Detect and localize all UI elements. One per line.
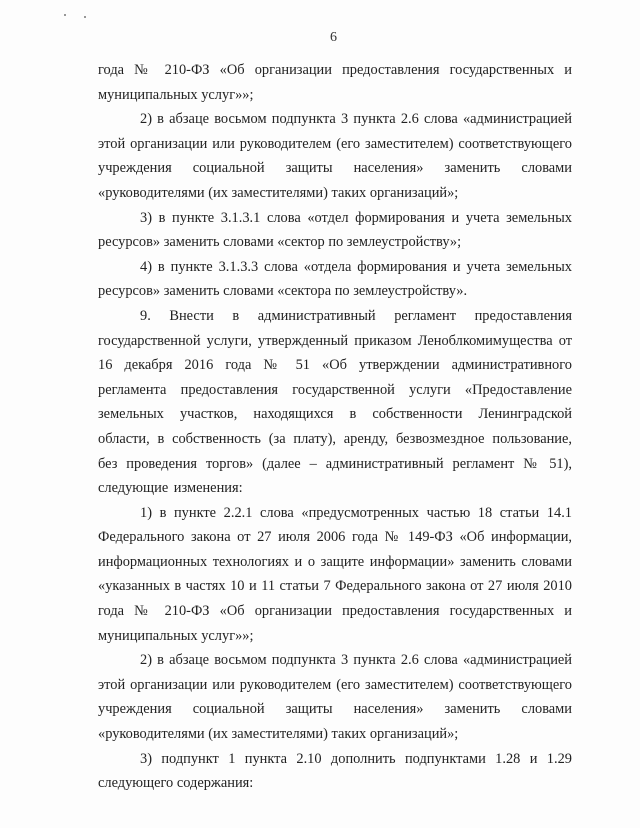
document-body [98, 58, 572, 796]
paragraph-item-2: 2) в абзаце восьмом подпункта 3 пункта 2.6 слова «администрацией этой организации или руководителем (его заместителем) соответствующего учреждения социальной защиты населения» заменить словами «руководителями (их заместителями) таких организаций»; [98, 111, 572, 201]
paragraph-section-9: 9. Внести в административный регламент предоставления государственной услуги, утвержденный приказом Леноблкомимущества от 16 декабря 2016 года № 51 «Об утверждении административного регламента предоставления государственной услуги «Предоставление земельных участков, находящихся в собственности Ленинградской области, в собственность (за плату), аренду, безвозмездное пользование, без проведения торгов» (далее – административный регламент № 51), следующие изменения: [98, 307, 572, 497]
scan-speck [64, 14, 66, 16]
paragraph-subitem-1: 1) в пункте 2.2.1 слова «предусмотренных частью 18 статьи 14.1 Федерального закона от 27 июля 2006 года № 149-ФЗ «Об информации, информационных технологиях и о защите информации» заменить словами «указанных в частях 10 и 11 статьи 7 Федерального закона от 27 июля 2010 года № 210-ФЗ «Об организации предоставления государственных и муниципальных услуг»»; [98, 504, 572, 644]
page-number: 6 [330, 30, 337, 45]
paragraph-item-4: 4) в пункте 3.1.3.3 слова «отдела формирования и учета земельных ресурсов» заменить словами «сектора по землеустройству». [98, 258, 572, 300]
paragraph-continuation: года № 210-ФЗ «Об организации предоставления государственных и муниципальных услуг»»; [98, 62, 572, 103]
paragraph-subitem-2: 2) в абзаце восьмом подпункта 3 пункта 2.6 слова «администрацией этой организации или руководителем (его заместителем) соответствующего учреждения социальной защиты населения» заменить словами «руководителями (их заместителями) таких организаций»; [98, 652, 572, 743]
paragraph-item-3: 3) в пункте 3.1.3.1 слова «отдел формирования и учета земельных ресурсов» заменить словами «сектор по землеустройству»; [98, 209, 572, 251]
scan-speck [84, 16, 86, 18]
paragraph-subitem-3: 3) подпункт 1 пункта 2.10 дополнить подпунктами 1.28 и 1.29 следующего содержания: [98, 750, 572, 792]
